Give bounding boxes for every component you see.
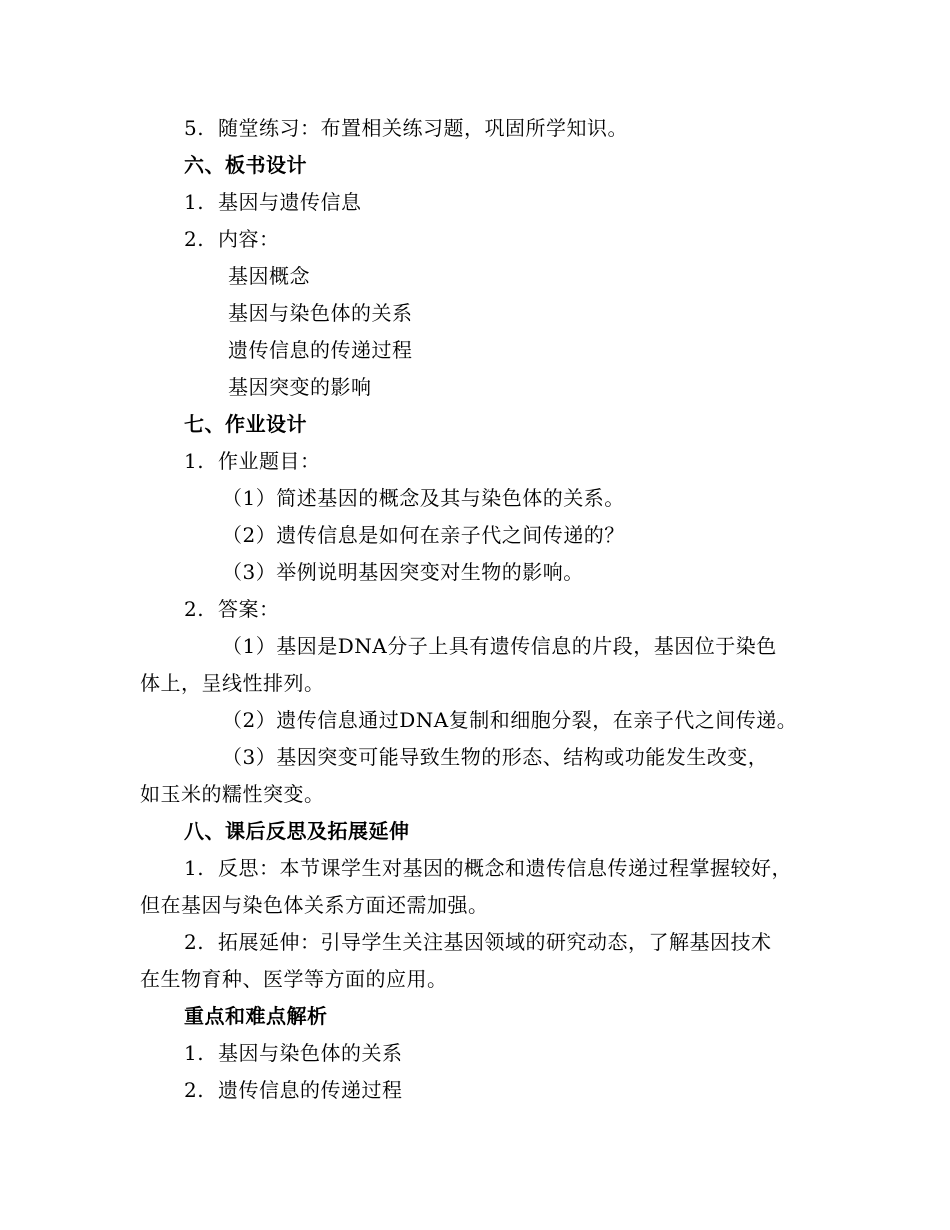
homework-question: （1）简述基因的概念及其与染色体的关系。: [222, 486, 625, 510]
section-heading-key-points: 重点和难点解析: [184, 1004, 328, 1028]
list-text: 基因与染色体的关系: [218, 1041, 403, 1065]
list-text: 随堂练习：布置相关练习题，巩固所学知识。: [218, 116, 628, 140]
list-item-extension: [184, 929, 772, 955]
board-item: 基因概念: [228, 264, 310, 288]
list-text: 作业题目：: [218, 449, 321, 473]
list-text: 拓展延伸：引导学生关注基因领域的研究动态，了解基因技术: [218, 930, 772, 954]
list-number: 2.: [184, 1078, 205, 1102]
section-heading-board-design: 六、板书设计: [184, 153, 307, 177]
board-item: 基因与染色体的关系: [228, 301, 413, 325]
answer-text: （2）遗传信息通过DNA复制和细胞分裂，在亲子代之间传递。: [222, 708, 798, 732]
list-number: 5.: [184, 116, 205, 140]
paragraph-continuation: 但在基因与染色体关系方面还需加强。: [140, 893, 489, 917]
answer-text: （3）基因突变可能导致生物的形态、结构或功能发生改变，: [222, 745, 769, 769]
list-item-homework-questions: [184, 448, 321, 474]
section-heading-reflection: 八、课后反思及拓展延伸: [184, 819, 410, 843]
list-number: 1.: [184, 1041, 205, 1065]
list-number: 2.: [184, 227, 205, 251]
list-item-board-content: [184, 226, 280, 252]
list-number: 2.: [184, 930, 205, 954]
list-number: 1.: [184, 449, 205, 473]
list-item-reflection: [184, 855, 792, 881]
list-text: 反思：本节课学生对基因的概念和遗传信息传递过程掌握较好，: [218, 856, 792, 880]
homework-question: （3）举例说明基因突变对生物的影响。: [222, 560, 584, 584]
list-text: 内容：: [218, 227, 280, 251]
list-item-key-point: [184, 1077, 403, 1103]
answer-text: 体上，呈线性排列。: [140, 671, 325, 695]
answer-text: 如玉米的糯性突变。: [140, 782, 325, 806]
list-item-key-point: [184, 1040, 403, 1066]
section-heading-homework: 七、作业设计: [184, 412, 307, 436]
board-item: 基因突变的影响: [228, 375, 372, 399]
board-item: 遗传信息的传递过程: [228, 338, 413, 362]
list-text: 基因与遗传信息: [218, 190, 362, 214]
list-text: 遗传信息的传递过程: [218, 1078, 403, 1102]
list-item-practice: [184, 115, 628, 141]
paragraph-continuation: 在生物育种、医学等方面的应用。: [140, 967, 448, 991]
list-number: 2.: [184, 597, 205, 621]
list-item-answers: [184, 596, 280, 622]
homework-question: （2）遗传信息是如何在亲子代之间传递的？: [222, 523, 625, 547]
list-number: 1.: [184, 856, 205, 880]
list-text: 答案：: [218, 597, 280, 621]
answer-text: （1）基因是DNA分子上具有遗传信息的片段，基因位于染色: [222, 634, 777, 658]
list-item-board-title: [184, 189, 362, 215]
list-number: 1.: [184, 190, 205, 214]
